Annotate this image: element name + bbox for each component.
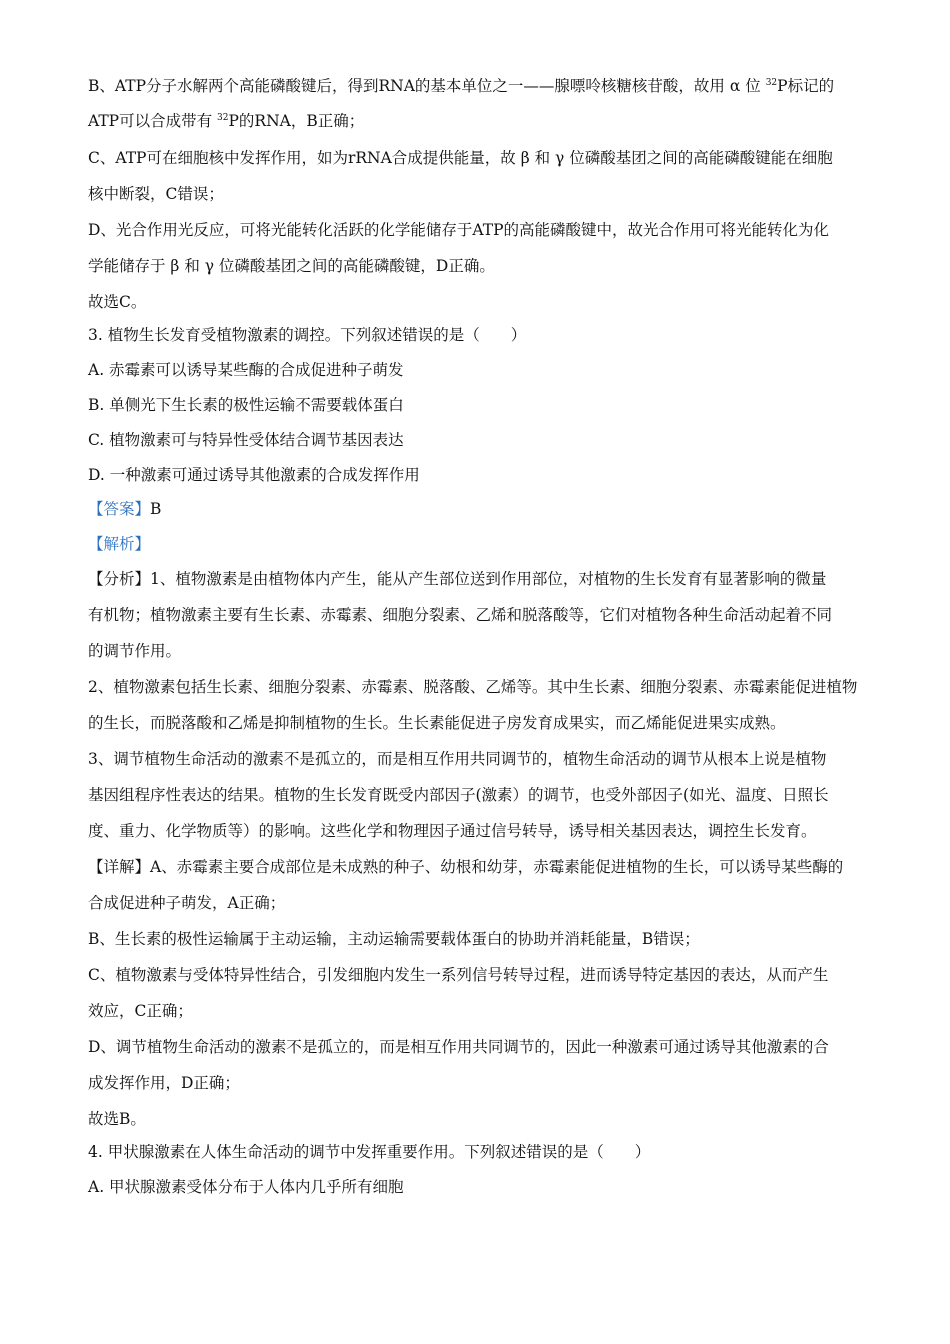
paragraph-line: 学能储存于 β 和 γ 位磷酸基团之间的高能磷酸键，D正确。 <box>88 257 495 275</box>
paragraph-line: 【分析】1、植物激素是由植物体内产生，能从产生部位送到作用部位，对植物的生长发育有显著影响的微量 <box>88 570 827 588</box>
paragraph-line: 【详解】A、赤霉素主要合成部位是未成熟的种子、幼根和幼芽，赤霉素能促进植物的生长，可以诱导某些酶的 <box>88 858 844 876</box>
paragraph-line: 度、重力、化学物质等）的影响。这些化学和物理因子通过信号转导，诱导相关基因表达，调控生长发育。 <box>88 822 817 840</box>
paragraph-line: 成发挥作用，D正确； <box>88 1074 240 1092</box>
paragraph-line: 效应，C正确； <box>88 1002 193 1020</box>
paragraph-line: 的生长，而脱落酸和乙烯是抑制植物的生长。生长素能促进子房发育成果实，而乙烯能促进果实成熟。 <box>88 714 786 732</box>
question-stem: 3. 植物生长发育受植物激素的调控。下列叙述错误的是（ ） <box>88 326 527 344</box>
paragraph-line: D、光合作用光反应，可将光能转化活跃的化学能储存于ATP的高能磷酸键中，故光合作用可将光能转化为化 <box>88 221 830 239</box>
paragraph-line: B、生长素的极性运输属于主动运输，主动运输需要载体蛋白的协助并消耗能量，B错误； <box>88 930 700 948</box>
paragraph-line: C、植物激素与受体特异性结合，引发细胞内发生一系列信号转导过程，进而诱导特定基因的表达，从而产生 <box>88 966 829 984</box>
paragraph-line: 合成促进种子萌发，A正确； <box>88 894 286 912</box>
question-stem: 4. 甲状腺激素在人体生命活动的调节中发挥重要作用。下列叙述错误的是（ ） <box>88 1143 651 1161</box>
option-a: A. 甲状腺激素受体分布于人体内几乎所有细胞 <box>88 1178 404 1196</box>
paragraph-line: 故选C。 <box>88 293 147 311</box>
paragraph-line: B、ATP分子水解两个高能磷酸键后，得到RNA的基本单位之一——腺嘌呤核糖核苷酸，故用 α 位 $^{32}$P标记的 <box>88 77 835 95</box>
answer-value: B <box>150 500 162 518</box>
answer-label: 【答案】 <box>88 500 151 518</box>
paragraph-line: 2、植物激素包括生长素、细胞分裂素、赤霉素、脱落酸、乙烯等。其中生长素、细胞分裂素、赤霉素能促进植物 <box>88 678 858 696</box>
answer-line <box>88 499 888 519</box>
option-a: A. 赤霉素可以诱导某些酶的合成促进种子萌发 <box>88 361 404 379</box>
option-c: C. 植物激素可与特异性受体结合调节基因表达 <box>88 431 404 449</box>
paragraph-line: C、ATP可在细胞核中发挥作用，如为rRNA合成提供能量，故 β 和 γ 位磷酸基团之间的高能磷酸键能在细胞 <box>88 149 833 167</box>
paragraph-line: 3、调节植物生命活动的激素不是孤立的，而是相互作用共同调节的，植物生命活动的调节从根本上说是植物 <box>88 750 827 768</box>
paragraph-line: 基因组程序性表达的结果。植物的生长发育既受内部因子(激素）的调节，也受外部因子(如光、温度、日照长 <box>88 786 829 804</box>
paragraph-line: 的调节作用。 <box>88 642 182 660</box>
option-d: D. 一种激素可通过诱导其他激素的合成发挥作用 <box>88 466 420 484</box>
paragraph-line: 故选B。 <box>88 1110 146 1128</box>
detail-label: 【详解】 <box>88 858 151 876</box>
option-b: B. 单侧光下生长素的极性运输不需要载体蛋白 <box>88 396 404 414</box>
paragraph-line: ATP可以合成带有 $^{32}$P的RNA，B正确； <box>88 112 365 130</box>
analysis-label: 【分析】 <box>88 570 151 588</box>
paragraph-line: 有机物；植物激素主要有生长素、赤霉素、细胞分裂素、乙烯和脱落酸等，它们对植物各种生命活动起着不同 <box>88 606 833 624</box>
paragraph-line: D、调节植物生命活动的激素不是孤立的，而是相互作用共同调节的，因此一种激素可通过诱导其他激素的合 <box>88 1038 829 1056</box>
analysis-heading: 【解析】 <box>88 535 151 553</box>
paragraph-line: 核中断裂，C错误； <box>88 185 224 203</box>
